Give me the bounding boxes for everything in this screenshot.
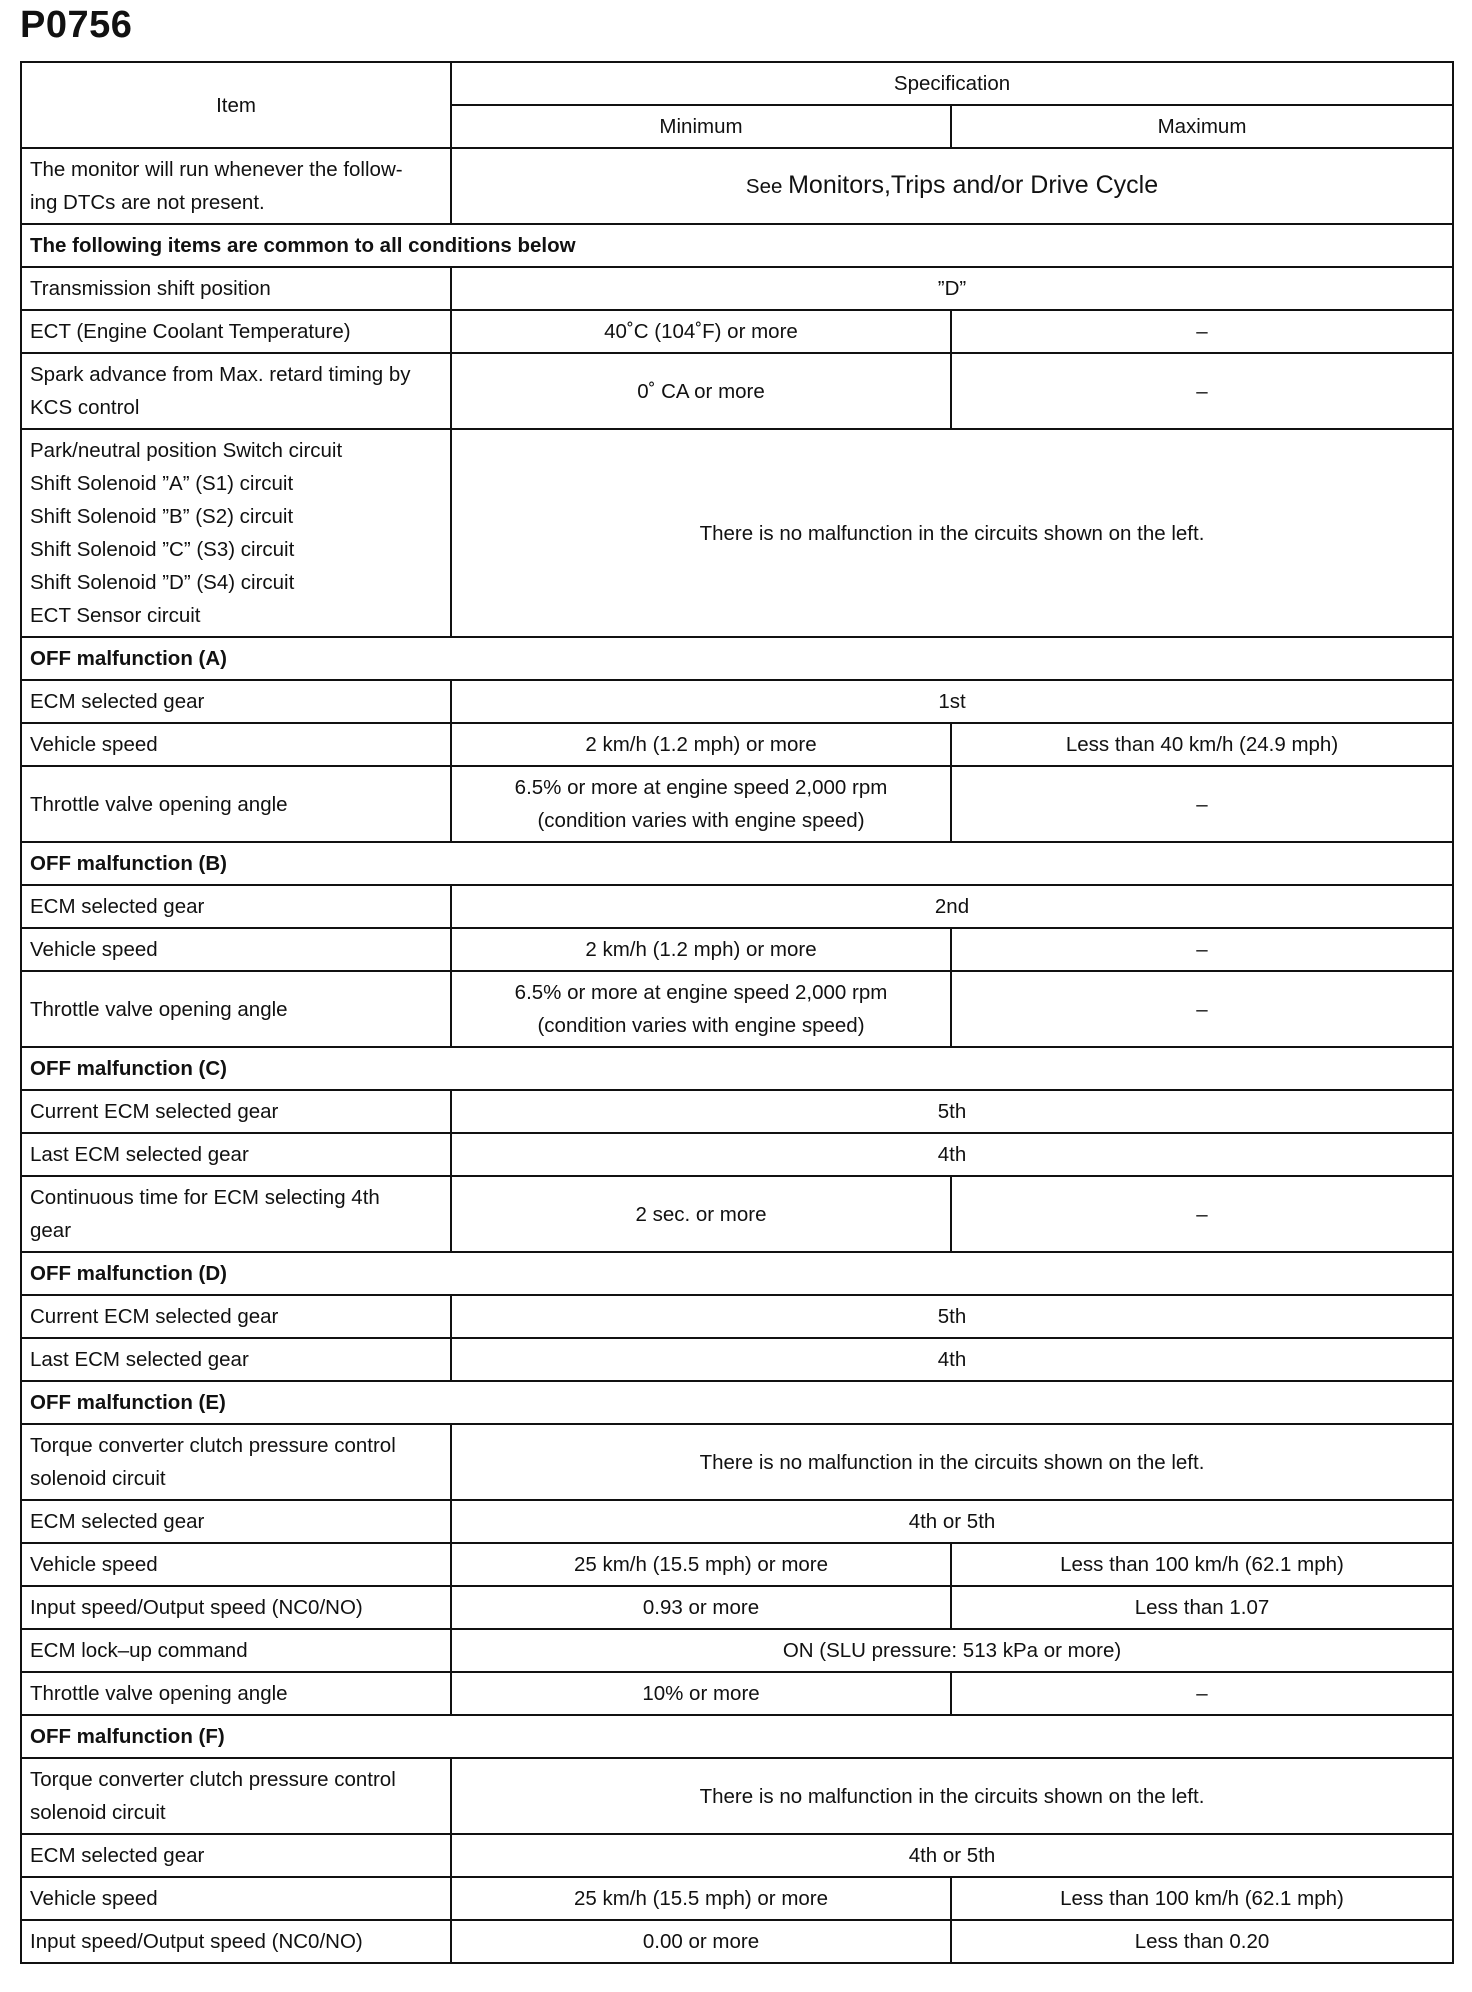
max-cell: Less than 100 km/h (62.1 mph) (951, 1877, 1453, 1920)
item-text: Shift Solenoid ”D” (S4) circuit (30, 571, 295, 594)
item-cell: ECM selected gear (21, 1500, 451, 1543)
spec-cell: ”D” (451, 267, 1453, 310)
max-cell: – (951, 928, 1453, 971)
min-text: 6.5% or more at engine speed 2,000 rpm (514, 776, 888, 799)
item-text: ECT Sensor circuit (30, 604, 201, 627)
min-cell (451, 971, 951, 1047)
min-cell: 0.00 or more (451, 1920, 951, 1963)
item-cell: Vehicle speed (21, 928, 451, 971)
min-text: 6.5% or more at engine speed 2,000 rpm (514, 981, 888, 1004)
min-cell: 0˚ CA or more (451, 353, 951, 429)
item-cell (21, 1758, 451, 1834)
table-row (21, 267, 1453, 310)
table-row (21, 1500, 1453, 1543)
section-title: OFF malfunction (A) (21, 637, 1453, 680)
spec-cell: 4th or 5th (451, 1834, 1453, 1877)
min-cell (451, 766, 951, 842)
table-row (21, 1090, 1453, 1133)
item-text: Park/neutral position Switch circuit (30, 439, 343, 462)
item-cell: Vehicle speed (21, 723, 451, 766)
section-title: OFF malfunction (D) (21, 1252, 1453, 1295)
table-row (21, 1176, 1453, 1252)
spec-cell (451, 148, 1453, 224)
spec-cell: 4th (451, 1338, 1453, 1381)
item-cell: Throttle valve opening angle (21, 971, 451, 1047)
spec-cell: There is no malfunction in the circuits shown on the left. (451, 1758, 1453, 1834)
item-cell (21, 353, 451, 429)
max-cell: Less than 40 km/h (24.9 mph) (951, 723, 1453, 766)
item-cell (21, 1176, 451, 1252)
table-row (21, 1543, 1453, 1586)
spec-cell: There is no malfunction in the circuits shown on the left. (451, 1424, 1453, 1500)
item-cell (21, 1424, 451, 1500)
table-row (21, 885, 1453, 928)
item-cell: ECM selected gear (21, 1834, 451, 1877)
item-cell: Current ECM selected gear (21, 1090, 451, 1133)
table-row (21, 928, 1453, 971)
max-cell: – (951, 310, 1453, 353)
table-row (21, 1295, 1453, 1338)
max-cell: – (951, 766, 1453, 842)
item-text: solenoid circuit (30, 1467, 166, 1490)
spec-cell: 1st (451, 680, 1453, 723)
section-title: The following items are common to all conditions below (21, 224, 1453, 267)
section-title: OFF malfunction (B) (21, 842, 1453, 885)
section-row (21, 637, 1453, 680)
spec-cell: 5th (451, 1090, 1453, 1133)
item-cell (21, 148, 451, 224)
table-row (21, 353, 1453, 429)
item-cell: Vehicle speed (21, 1543, 451, 1586)
table-row (21, 1133, 1453, 1176)
max-cell: Less than 1.07 (951, 1586, 1453, 1629)
max-cell: – (951, 353, 1453, 429)
item-cell: Vehicle speed (21, 1877, 451, 1920)
header-maximum: Maximum (951, 105, 1453, 148)
min-cell: 25 km/h (15.5 mph) or more (451, 1877, 951, 1920)
item-text: gear (30, 1219, 72, 1242)
table-row (21, 680, 1453, 723)
item-text: Shift Solenoid ”C” (S3) circuit (30, 538, 295, 561)
section-row (21, 1252, 1453, 1295)
item-cell: ECM selected gear (21, 680, 451, 723)
table-row (21, 1834, 1453, 1877)
table-row (21, 1338, 1453, 1381)
header-item: Item (21, 62, 451, 148)
header-row (21, 62, 1453, 105)
item-cell: ECM lock–up command (21, 1629, 451, 1672)
table-row (21, 766, 1453, 842)
max-cell: Less than 0.20 (951, 1920, 1453, 1963)
max-cell: – (951, 971, 1453, 1047)
item-text: Spark advance from Max. retard timing by (30, 363, 411, 386)
item-cell: ECT (Engine Coolant Temperature) (21, 310, 451, 353)
min-cell: 2 km/h (1.2 mph) or more (451, 723, 951, 766)
min-cell: 2 sec. or more (451, 1176, 951, 1252)
table-row (21, 1758, 1453, 1834)
max-cell: – (951, 1176, 1453, 1252)
monitors-reference: Monitors,Trips and/or Drive Cycle (788, 171, 1159, 199)
spec-cell: 2nd (451, 885, 1453, 928)
spec-cell: There is no malfunction in the circuits shown on the left. (451, 429, 1453, 637)
table-row (21, 310, 1453, 353)
item-text: Shift Solenoid ”B” (S2) circuit (30, 505, 294, 528)
item-cell: Transmission shift position (21, 267, 451, 310)
section-title: OFF malfunction (F) (21, 1715, 1453, 1758)
table-row (21, 429, 1453, 637)
section-title: OFF malfunction (C) (21, 1047, 1453, 1090)
item-text: KCS control (30, 396, 140, 419)
item-cell: Input speed/Output speed (NC0/NO) (21, 1920, 451, 1963)
table-row (21, 971, 1453, 1047)
max-cell: – (951, 1672, 1453, 1715)
item-text: ing DTCs are not present. (30, 191, 265, 214)
table-row (21, 1877, 1453, 1920)
min-cell: 10% or more (451, 1672, 951, 1715)
item-cell: Current ECM selected gear (21, 1295, 451, 1338)
max-cell: Less than 100 km/h (62.1 mph) (951, 1543, 1453, 1586)
item-cell: Throttle valve opening angle (21, 1672, 451, 1715)
table-row (21, 723, 1453, 766)
section-row (21, 842, 1453, 885)
header-specification: Specification (451, 62, 1453, 105)
min-cell: 0.93 or more (451, 1586, 951, 1629)
spec-cell: 5th (451, 1295, 1453, 1338)
item-cell: Input speed/Output speed (NC0/NO) (21, 1586, 451, 1629)
table-row (21, 1586, 1453, 1629)
item-text: The monitor will run whenever the follow- (30, 158, 403, 181)
section-title: OFF malfunction (E) (21, 1381, 1453, 1424)
item-text: Shift Solenoid ”A” (S1) circuit (30, 472, 294, 495)
section-row (21, 224, 1453, 267)
item-text: solenoid circuit (30, 1801, 166, 1824)
min-text: (condition varies with engine speed) (537, 809, 865, 832)
spec-cell: ON (SLU pressure: 513 kPa or more) (451, 1629, 1453, 1672)
min-text: (condition varies with engine speed) (537, 1014, 865, 1037)
item-text: Continuous time for ECM selecting 4th (30, 1186, 380, 1209)
min-cell: 25 km/h (15.5 mph) or more (451, 1543, 951, 1586)
page-title: P0756 (20, 4, 133, 46)
item-cell (21, 429, 451, 637)
table-row (21, 1920, 1453, 1963)
item-cell: Last ECM selected gear (21, 1133, 451, 1176)
header-minimum: Minimum (451, 105, 951, 148)
min-cell: 2 km/h (1.2 mph) or more (451, 928, 951, 971)
item-text: Torque converter clutch pressure control (30, 1434, 396, 1457)
item-text: Torque converter clutch pressure control (30, 1768, 396, 1791)
item-cell: Last ECM selected gear (21, 1338, 451, 1381)
spec-cell: 4th or 5th (451, 1500, 1453, 1543)
section-row (21, 1047, 1453, 1090)
spec-cell: 4th (451, 1133, 1453, 1176)
item-cell: Throttle valve opening angle (21, 766, 451, 842)
see-text: See (745, 175, 783, 198)
table-row (21, 1672, 1453, 1715)
item-cell: ECM selected gear (21, 885, 451, 928)
section-row (21, 1715, 1453, 1758)
spec-table (20, 61, 1454, 1964)
table-row (21, 1424, 1453, 1500)
section-row (21, 1381, 1453, 1424)
table-row (21, 148, 1453, 224)
min-cell: 40˚C (104˚F) or more (451, 310, 951, 353)
table-row (21, 1629, 1453, 1672)
